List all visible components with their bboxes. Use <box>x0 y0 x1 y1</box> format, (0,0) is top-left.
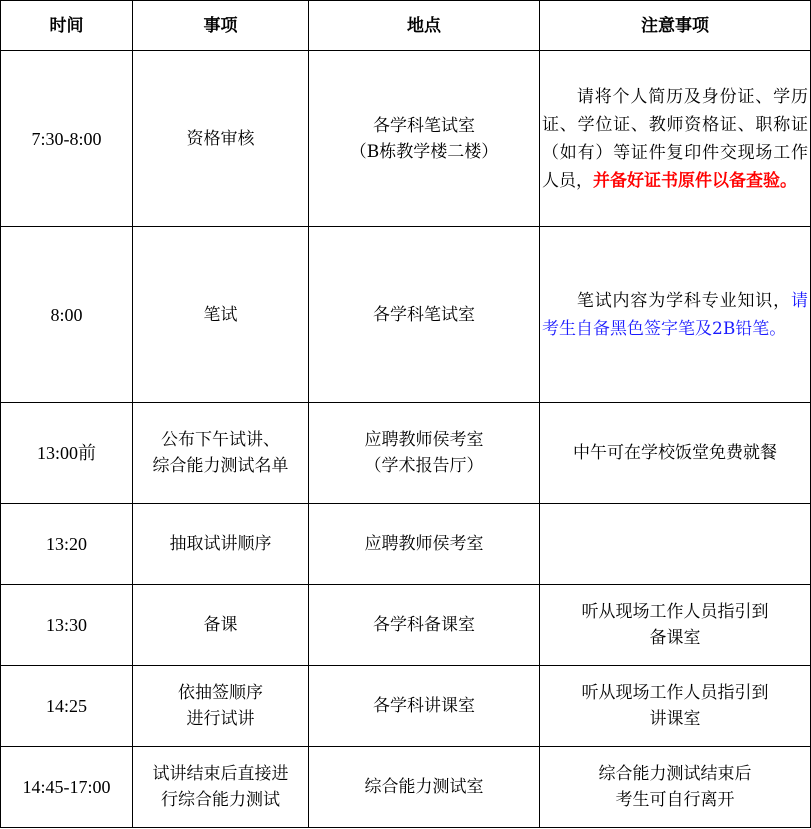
place-line: 应聘教师侯考室 <box>364 534 484 554</box>
table-row <box>1 747 811 828</box>
table-row <box>1 504 811 585</box>
notes-cell <box>540 504 811 585</box>
table-row <box>1 403 811 504</box>
item-line: 综合能力测试名单 <box>152 456 289 476</box>
place-cell <box>309 51 540 227</box>
time-cell: 14:45-17:00 <box>1 747 133 828</box>
place-line: 各学科笔试室 <box>373 304 475 325</box>
time-cell: 13:00前 <box>1 403 133 504</box>
item-line: 依抽签顺序 <box>178 683 263 703</box>
place-cell <box>309 666 540 747</box>
notes-cell <box>540 227 811 403</box>
place-cell <box>309 747 540 828</box>
header-item: 事项 <box>133 1 309 51</box>
item-cell <box>133 747 309 828</box>
header-row <box>1 1 811 51</box>
place-line: 各学科备课室 <box>373 615 475 635</box>
note-text: 笔试内容为学科专业知识， <box>576 290 791 311</box>
note-highlight: 请考生自备黑色签字笔及2B铅笔。 <box>542 290 808 339</box>
time-cell: 13:30 <box>1 585 133 666</box>
notes-cell <box>540 585 811 666</box>
place-line: （学术报告厅） <box>364 456 484 476</box>
place-line: 应聘教师侯考室 <box>364 430 484 450</box>
note-line: 中午可在学校饭堂免费就餐 <box>573 443 777 463</box>
item-line: 行综合能力测试 <box>161 790 280 810</box>
note-line: 听从现场工作人员指引到 <box>581 602 769 622</box>
place-cell <box>309 585 540 666</box>
notes-cell <box>540 666 811 747</box>
place-line: 综合能力测试室 <box>364 777 484 797</box>
notes-cell <box>540 403 811 504</box>
note-highlight: 并备好证书原件以备查验。 <box>593 170 797 191</box>
note-line: 备课室 <box>649 628 701 648</box>
item-line: 公布下午试讲、 <box>161 430 280 450</box>
item-cell <box>133 585 309 666</box>
table-row <box>1 666 811 747</box>
item-cell <box>133 504 309 585</box>
item-line: 笔试 <box>203 304 238 325</box>
item-cell <box>133 403 309 504</box>
item-cell <box>133 51 309 227</box>
item-line: 资格审核 <box>186 128 255 149</box>
notes-cell <box>540 51 811 227</box>
place-line: （B栋教学楼二楼） <box>349 141 499 162</box>
place-line: 各学科讲课室 <box>373 696 475 716</box>
time-cell: 13:20 <box>1 504 133 585</box>
note-text: 请将个人简历及身份证、学历证、学位证、教师资格证、职称证（如有）等证件复印件交现场工作人员， <box>542 86 808 191</box>
item-line: 备课 <box>203 615 238 635</box>
note-line: 听从现场工作人员指引到 <box>581 683 769 703</box>
notes-cell <box>540 747 811 828</box>
item-line: 进行试讲 <box>186 709 255 729</box>
note-line: 讲课室 <box>649 709 701 729</box>
table-row <box>1 585 811 666</box>
item-cell <box>133 227 309 403</box>
place-cell <box>309 227 540 403</box>
table-row <box>1 51 811 227</box>
time-cell: 7:30-8:00 <box>1 51 133 227</box>
table-row <box>1 227 811 403</box>
place-cell <box>309 504 540 585</box>
time-cell: 14:25 <box>1 666 133 747</box>
header-notes: 注意事项 <box>540 1 811 51</box>
place-cell <box>309 403 540 504</box>
item-line: 抽取试讲顺序 <box>169 534 272 554</box>
note-line: 综合能力测试结束后 <box>598 764 752 784</box>
header-time: 时间 <box>1 1 133 51</box>
note-line: 考生可自行离开 <box>615 790 735 810</box>
place-line: 各学科笔试室 <box>373 115 475 136</box>
item-line: 试讲结束后直接进 <box>152 764 289 784</box>
item-cell <box>133 666 309 747</box>
header-place: 地点 <box>309 1 540 51</box>
time-cell: 8:00 <box>1 227 133 403</box>
